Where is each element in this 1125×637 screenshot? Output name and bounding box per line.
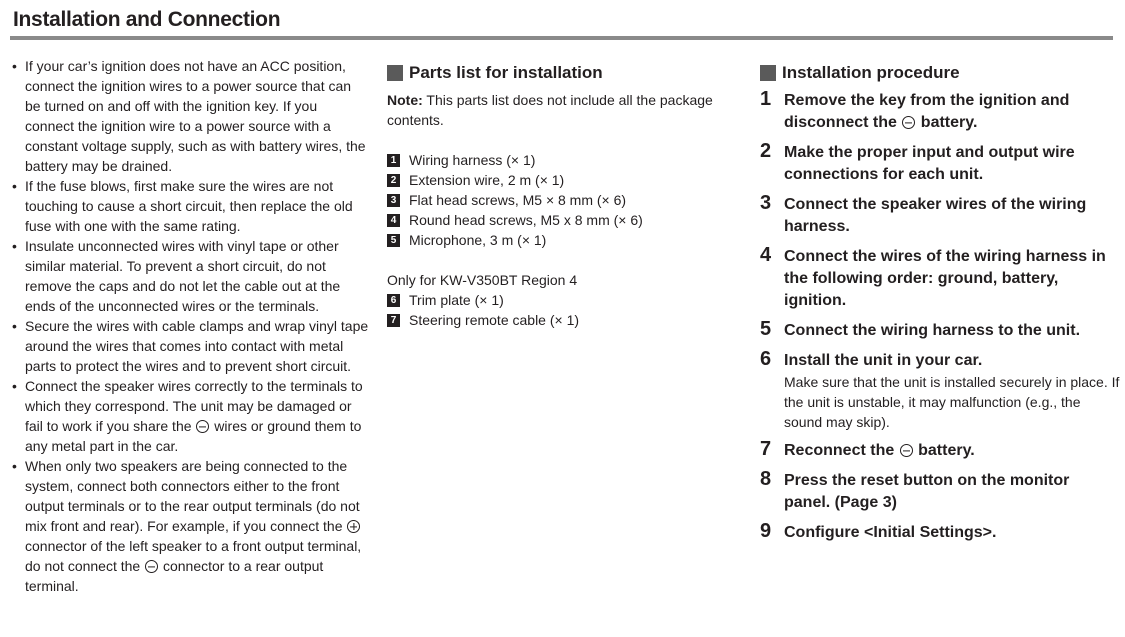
step-text xyxy=(784,522,1120,544)
precaution-item xyxy=(10,56,370,176)
part-number-badge: 2 xyxy=(387,174,400,187)
procedure-heading-text: Installation procedure xyxy=(782,63,960,82)
text-run: When only two speakers are being connected to the system, connect both connectors either to the front output terminals or to the rear output terminals (do not mix front and rear). For example, if you connect the xyxy=(25,458,360,534)
bullet-icon: • xyxy=(12,318,17,334)
text-run: Remove the key from the ignition and disconnect the xyxy=(784,92,1070,131)
step-number: 6 xyxy=(760,348,772,370)
text-run: connector to a rear output terminal. xyxy=(25,558,324,594)
part-number-badge: 3 xyxy=(387,194,400,207)
part-item xyxy=(387,150,737,170)
step-text xyxy=(784,470,1120,514)
step-text xyxy=(784,90,1120,134)
precaution-item xyxy=(10,376,370,456)
part-text: Wiring harness (× 1) xyxy=(409,152,536,168)
procedure-step xyxy=(760,522,1120,544)
text-run: battery. xyxy=(913,442,975,459)
part-number-badge: 6 xyxy=(387,294,400,307)
text-run: Connect the wires of the wiring harness in the following order: ground, battery, ignition. xyxy=(784,248,1106,309)
text-run: Configure <Initial Settings>. xyxy=(784,524,997,541)
text-run: connector of the left speaker to a front output terminal, do not connect the xyxy=(25,538,362,574)
text-run: Secure the wires with cable clamps and wrap vinyl tape around the wires that comes into contact with metal parts to protect the wires and to prevent short circuit. xyxy=(25,318,369,374)
minus-terminal-icon xyxy=(196,420,209,433)
step-number: 2 xyxy=(760,140,772,162)
part-item xyxy=(387,290,737,310)
section-square-icon xyxy=(387,65,403,81)
step-text xyxy=(784,440,1120,462)
part-item xyxy=(387,210,737,230)
text-run: Make the proper input and output wire connections for each unit. xyxy=(784,144,1075,183)
text-run: Insulate unconnected wires with vinyl tape or other similar material. To prevent a short circuit, do not remove the caps and do not let the cable out at the ends of the unconnected wires or the terminals. xyxy=(25,238,341,314)
step-number: 1 xyxy=(760,88,772,110)
precaution-item xyxy=(10,236,370,316)
only-for-prefix: Only for xyxy=(387,272,440,288)
step-number: 5 xyxy=(760,318,772,340)
procedure-step xyxy=(760,194,1120,238)
part-text: Microphone, 3 m (× 1) xyxy=(409,232,547,248)
part-item xyxy=(387,190,737,210)
part-text: Flat head screws, M5 × 8 mm (× 6) xyxy=(409,192,627,208)
section-square-icon xyxy=(760,65,776,81)
extra-parts-list xyxy=(387,290,737,330)
step-text xyxy=(784,350,1120,372)
only-for-line xyxy=(387,270,737,290)
minus-terminal-icon xyxy=(900,444,913,457)
text-run: Reconnect the xyxy=(784,442,899,459)
text-run: Connect the wiring harness to the unit. xyxy=(784,322,1081,339)
part-text: Trim plate (× 1) xyxy=(409,292,504,308)
bullet-icon: • xyxy=(12,458,17,474)
title-rule xyxy=(10,36,1113,40)
step-number: 4 xyxy=(760,244,772,266)
part-number-badge: 7 xyxy=(387,314,400,327)
procedure-section xyxy=(760,62,1120,552)
part-item xyxy=(387,170,737,190)
parts-heading xyxy=(387,62,737,84)
precaution-item xyxy=(10,316,370,376)
text-run: Press the reset button on the monitor panel. (Page 3) xyxy=(784,472,1070,511)
procedure-step xyxy=(760,320,1120,342)
bullet-icon: • xyxy=(12,178,17,194)
step-text xyxy=(784,246,1120,312)
parts-list-section xyxy=(387,62,737,330)
text-run: Connect the speaker wires of the wiring harness. xyxy=(784,196,1087,235)
plus-terminal-icon xyxy=(347,520,360,533)
procedure-step xyxy=(760,440,1120,462)
parts-heading-text: Parts list for installation xyxy=(409,63,603,82)
part-text: Extension wire, 2 m (× 1) xyxy=(409,172,565,188)
part-text: Steering remote cable (× 1) xyxy=(409,312,580,328)
precautions-list xyxy=(10,56,370,596)
minus-terminal-icon xyxy=(145,560,158,573)
text-run: If your car’s ignition does not have an ACC position, connect the ignition wires to a power source that can be turned on and off with the ignition key. If you connect the ignition wire to a power source with a constant voltage supply, such as with battery wires, the battery may be drained. xyxy=(25,58,366,174)
text-run: battery. xyxy=(916,114,978,131)
part-number-badge: 4 xyxy=(387,214,400,227)
note-label: Note: xyxy=(387,92,423,108)
precautions-column xyxy=(10,56,370,596)
text-run: Install the unit in your car. xyxy=(784,352,983,369)
procedure-step xyxy=(760,90,1120,134)
part-number-badge: 1 xyxy=(387,154,400,167)
note-text: This parts list does not include all the package contents. xyxy=(387,92,713,128)
procedure-heading xyxy=(760,62,1120,84)
part-item xyxy=(387,230,737,250)
step-text xyxy=(784,194,1120,238)
precaution-item xyxy=(10,176,370,236)
minus-terminal-icon xyxy=(902,116,915,129)
precaution-item xyxy=(10,456,370,596)
step-text xyxy=(784,320,1120,342)
parts-note xyxy=(387,90,737,130)
procedure-step xyxy=(760,470,1120,514)
step-subtext: Make sure that the unit is installed securely in place. If the unit is unstable, it may malfunction (e.g., the sound may skip). xyxy=(784,374,1120,430)
text-run: If the fuse blows, first make sure the wires are not touching to cause a short circuit, then replace the old fuse with one with the same rating. xyxy=(25,178,353,234)
part-item xyxy=(387,310,737,330)
text-run: Connect the speaker wires correctly to the terminals to which they correspond. The unit may be damaged or fail to work if you share the xyxy=(25,378,363,434)
page-title: Installation and Connection xyxy=(13,8,281,31)
procedure-step xyxy=(760,246,1120,312)
step-number: 7 xyxy=(760,438,772,460)
step-number: 9 xyxy=(760,520,772,542)
only-for-model: KW-V350BT Region 4 xyxy=(439,272,578,288)
step-text xyxy=(784,142,1120,186)
parts-list xyxy=(387,150,737,250)
bullet-icon: • xyxy=(12,238,17,254)
bullet-icon: • xyxy=(12,58,17,74)
procedure-step xyxy=(760,142,1120,186)
procedure-steps xyxy=(760,90,1120,544)
step-number: 3 xyxy=(760,192,772,214)
procedure-step xyxy=(760,350,1120,432)
part-text: Round head screws, M5 x 8 mm (× 6) xyxy=(409,212,643,228)
step-number: 8 xyxy=(760,468,772,490)
bullet-icon: • xyxy=(12,378,17,394)
part-number-badge: 5 xyxy=(387,234,400,247)
text-run: wires or ground them to any metal part in the car. xyxy=(25,418,362,454)
